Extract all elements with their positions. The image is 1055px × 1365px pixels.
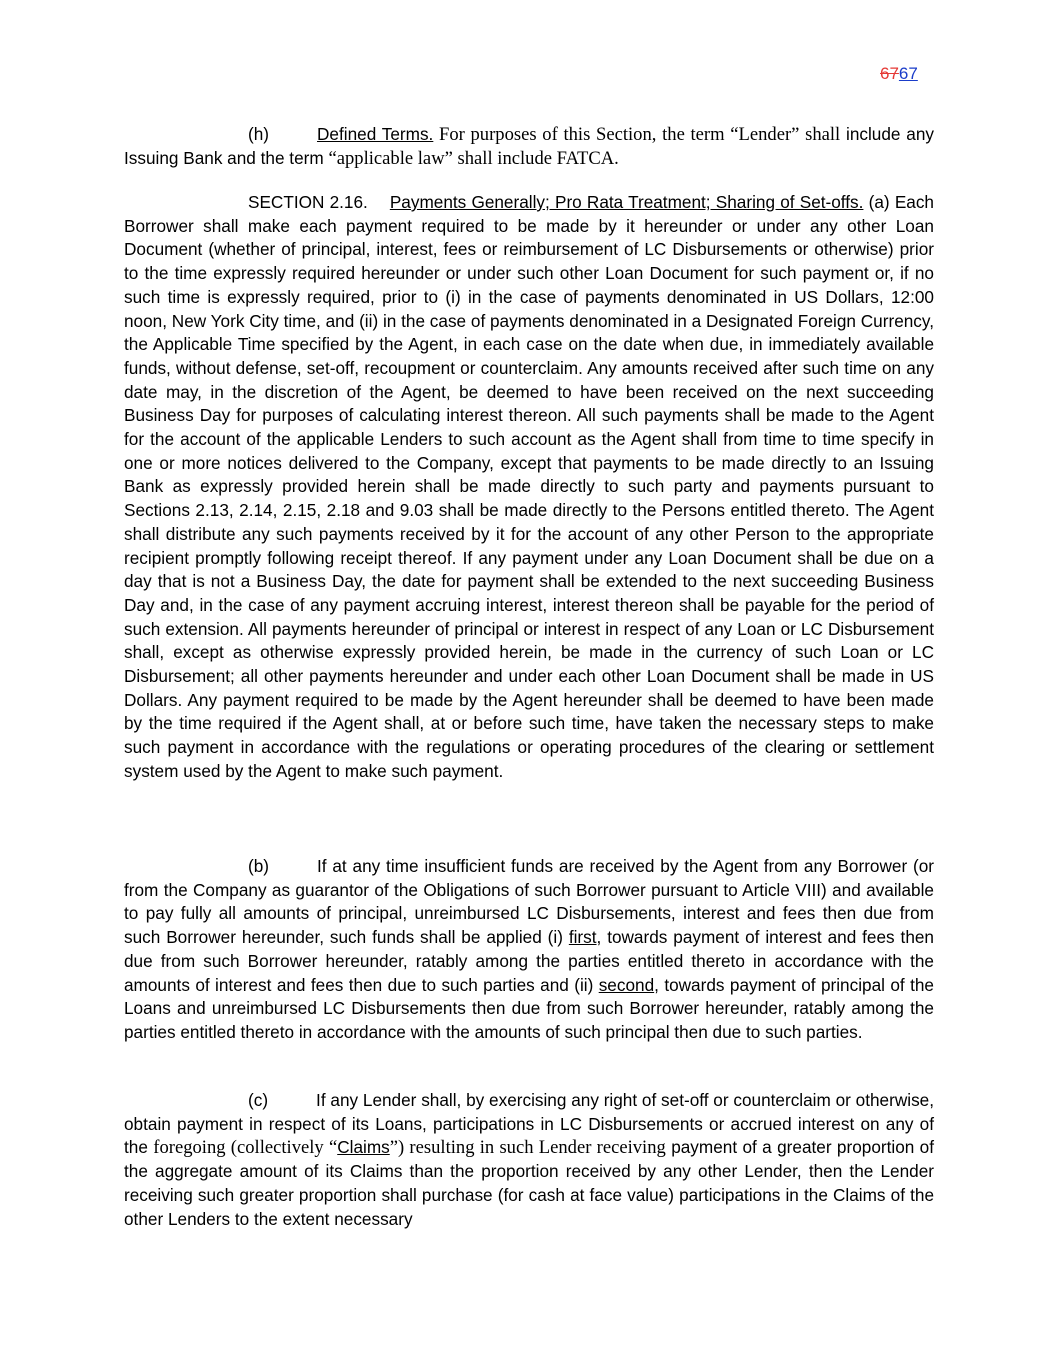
- paragraph-c-label: (c): [248, 1090, 269, 1110]
- paragraph-c: [124, 1089, 934, 1231]
- paragraph-b-text-3: , towards payment of principal of the Loans and unreimbursed LC Disbursements then due from such Borrower hereunder, ratably among the parties entitled thereto in accordance with the amounts of such principal then due to such parties.: [124, 974, 934, 1042]
- paragraph-c-text-3: ”) resulting in such Lender receiving: [389, 1137, 666, 1159]
- paragraph-h-text-2: include any Issuing Bank and the term: [124, 124, 934, 168]
- paragraph-b-label: (b): [248, 856, 270, 876]
- paragraph-h-heading: Defined Terms.: [317, 124, 434, 144]
- section-number: SECTION 2.16.: [248, 192, 368, 212]
- paragraph-b-second: second: [598, 974, 655, 995]
- paragraph-h-label: (h): [248, 124, 270, 144]
- section-2-16: [124, 191, 934, 784]
- section-2-16-text: (a) Each Borrower shall make each payment required to be made by it hereunder or under any other Loan Document (whether of principal, interest, fees or reimbursement of LC Disbursements or otherwise) prior to the time expressly required hereunder or under such other Loan Document for such payment or, if no such time is expressly required, prior to (i) in the case of payments denominated in US Dollars, 12:00 noon, New York City time, and (ii) in the case of payments denominated in a Designated Foreign Currency, the Applicable Time specified by the Agent, in each case on the date when due, in immediately available funds, without defense, set-off, recoupment or counterclaim. Any amounts received after such time on any date may, in the discretion of the Agent, be deemed to have been received on the next succeeding Business Day for purposes of calculating interest thereon. All such payments shall be made to the Agent for the account of the applicable Lenders to such account as the Agent shall from time to time specify in one or more notices delivered to the Company, except that payments to be made directly to an Issuing Bank as expressly provided herein shall be made directly to such party and payments pursuant to Sections 2.13, 2.14, 2.15, 2.18 and 9.03 shall be made directly to the Persons entitled thereto. The Agent shall distribute any such payments received by it for the account of any other Person to the appropriate recipient promptly following receipt thereof. If any payment under any Loan Document shall be due on a day that is not a Business Day, the date for payment shall be extended to the next succeeding Business Day and, in the case of any payment accruing interest, interest thereon shall be payable for the period of such extension. All payments hereunder of principal or interest in respect of any Loan or LC Disbursement shall, except as otherwise expressly provided herein, be made in the currency of such Loan or LC Disbursement; all other payments hereunder and under each other Loan Document shall be made in US Dollars. Any payment required to be made by the Agent hereunder shall be deemed to have been made by the time required if the Agent shall, at or before such time, have taken the necessary steps to make such payment in accordance with the regulations or operating procedures of the clearing or settlement system used by the Agent to make such payment.: [124, 192, 934, 781]
- paragraph-h-text-3: “applicable law” shall include FATCA.: [328, 147, 619, 169]
- paragraph-c-text-4: payment of a greater proportion of the aggregate amount of its Claims than the proportion received by any other Lender, then the Lender receiving such greater proportion shall purchase (for cash at face value) participations in the Claims of the other Lenders to the extent necessary: [124, 1137, 935, 1229]
- paragraph-h: [124, 123, 934, 170]
- page-number-deleted: 67: [880, 64, 899, 83]
- paragraph-b-text-1: If at any time insufficient funds are received by the Agent from any Borrower (or from the Company as guarantor of the Obligations of such Borrower pursuant to Article VIII) and available to pay fully all amounts of principal, unreimbursed LC Disbursements, interest and fees then due from such Borrower hereunder, such funds shall be applied (i): [124, 856, 934, 948]
- section-heading: Payments Generally; Pro Rata Treatment; Sharing of Set-offs.: [389, 192, 864, 212]
- paragraph-c-text-2: foregoing (collectively “: [153, 1137, 338, 1159]
- paragraph-c-text-1: If any Lender shall, by exercising any right of set-off or counterclaim or otherwise, obtain payment in respect of its Loans, participations in LC Disbursements or accrued interest on any of the: [124, 1090, 934, 1158]
- paragraph-c-claims: Claims: [337, 1137, 390, 1158]
- page-number: [880, 64, 918, 84]
- paragraph-b-text-2: , towards payment of interest and fees then due from such Borrower hereunder, ratably among the parties entitled thereto in accordance with the amounts of interest and fees then due to such parties and (ii): [124, 927, 934, 995]
- paragraph-b: [124, 855, 934, 1045]
- paragraph-h-text-1: For purposes of this Section, the term “Lender” shall: [433, 124, 841, 145]
- paragraph-b-first: first: [568, 927, 597, 948]
- page-number-inserted: 67: [898, 64, 918, 83]
